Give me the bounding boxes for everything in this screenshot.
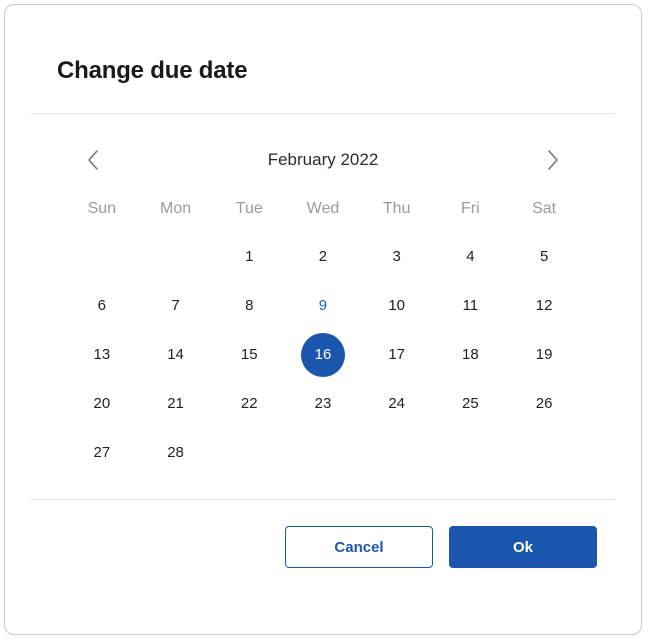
calendar-day-21[interactable]: 21 bbox=[167, 395, 184, 412]
calendar-week-row bbox=[65, 330, 581, 379]
calendar-cell bbox=[139, 232, 213, 281]
title-divider bbox=[31, 113, 615, 114]
calendar-week-row bbox=[65, 379, 581, 428]
calendar-cell bbox=[139, 281, 213, 330]
calendar-day-10[interactable]: 10 bbox=[388, 297, 405, 314]
calendar-cell bbox=[65, 281, 139, 330]
calendar-day-empty bbox=[227, 428, 271, 472]
cancel-button[interactable]: Cancel bbox=[285, 526, 433, 568]
calendar-cell bbox=[65, 379, 139, 428]
calendar-day-9[interactable]: 9 bbox=[318, 297, 328, 314]
calendar-week-row bbox=[65, 428, 581, 477]
calendar-cell bbox=[286, 232, 360, 281]
calendar-day-empty bbox=[80, 232, 124, 276]
calendar-day-empty bbox=[522, 428, 566, 472]
calendar-day-empty bbox=[375, 428, 419, 472]
calendar-day-18[interactable]: 18 bbox=[462, 346, 479, 363]
calendar-cell bbox=[507, 379, 581, 428]
calendar-day-6[interactable]: 6 bbox=[97, 297, 107, 314]
calendar-cell bbox=[212, 330, 286, 379]
calendar-day-empty bbox=[301, 428, 345, 472]
calendar-cell bbox=[360, 232, 434, 281]
calendar-cell bbox=[360, 428, 434, 477]
dialog-actions bbox=[5, 500, 641, 568]
calendar-cell bbox=[65, 232, 139, 281]
calendar-day-2[interactable]: 2 bbox=[318, 248, 328, 265]
chevron-right-icon bbox=[546, 149, 560, 171]
calendar-cell bbox=[139, 330, 213, 379]
calendar-day-16[interactable]: 16 bbox=[301, 333, 345, 377]
calendar-cell bbox=[65, 428, 139, 477]
calendar-cell bbox=[360, 330, 434, 379]
weekday-label-sat: Sat bbox=[532, 200, 557, 217]
calendar-day-12[interactable]: 12 bbox=[535, 297, 553, 314]
prev-month-button[interactable] bbox=[79, 146, 107, 174]
calendar-day-13[interactable]: 13 bbox=[93, 346, 111, 363]
calendar-day-22[interactable]: 22 bbox=[240, 395, 258, 412]
calendar-day-25[interactable]: 25 bbox=[462, 395, 479, 412]
calendar-day-24[interactable]: 24 bbox=[388, 395, 405, 412]
calendar-cell bbox=[507, 330, 581, 379]
calendar-cell bbox=[507, 232, 581, 281]
calendar-cell bbox=[434, 330, 508, 379]
calendar-cell bbox=[139, 379, 213, 428]
calendar-day-3[interactable]: 3 bbox=[392, 248, 401, 265]
calendar-day-27[interactable]: 27 bbox=[93, 444, 111, 461]
calendar-header bbox=[65, 132, 581, 188]
weekday-label-sun: Sun bbox=[87, 200, 117, 217]
calendar bbox=[5, 132, 641, 477]
calendar-cell bbox=[212, 379, 286, 428]
ok-button[interactable]: Ok bbox=[449, 526, 597, 568]
calendar-day-15[interactable]: 15 bbox=[240, 346, 258, 363]
weekday-label-tue: Tue bbox=[235, 200, 263, 217]
calendar-day-28[interactable]: 28 bbox=[167, 444, 184, 461]
calendar-day-17[interactable]: 17 bbox=[388, 346, 405, 363]
weekday-label-thu: Thu bbox=[382, 200, 411, 217]
chevron-left-icon bbox=[86, 149, 100, 171]
calendar-body bbox=[65, 232, 581, 477]
calendar-cell bbox=[286, 330, 360, 379]
calendar-day-19[interactable]: 19 bbox=[535, 346, 553, 363]
weekday-label-fri: Fri bbox=[461, 200, 480, 217]
calendar-cell bbox=[65, 330, 139, 379]
calendar-month-label: February 2022 bbox=[267, 150, 379, 169]
calendar-day-1[interactable]: 1 bbox=[245, 248, 254, 265]
calendar-cell bbox=[286, 428, 360, 477]
next-month-button[interactable] bbox=[539, 146, 567, 174]
calendar-day-26[interactable]: 26 bbox=[535, 395, 553, 412]
calendar-cell bbox=[434, 379, 508, 428]
calendar-cell bbox=[286, 281, 360, 330]
weekday-label-wed: Wed bbox=[306, 200, 340, 217]
calendar-day-14[interactable]: 14 bbox=[167, 346, 184, 363]
calendar-cell bbox=[212, 232, 286, 281]
weekday-label-mon: Mon bbox=[159, 200, 192, 217]
calendar-grid bbox=[65, 194, 581, 477]
calendar-cell bbox=[212, 428, 286, 477]
calendar-cell bbox=[360, 379, 434, 428]
calendar-day-empty bbox=[154, 232, 198, 276]
calendar-week-row bbox=[65, 281, 581, 330]
calendar-day-20[interactable]: 20 bbox=[93, 395, 111, 412]
calendar-day-4[interactable]: 4 bbox=[466, 248, 475, 265]
calendar-cell bbox=[507, 428, 581, 477]
calendar-day-7[interactable]: 7 bbox=[171, 297, 180, 314]
calendar-cell bbox=[434, 232, 508, 281]
calendar-day-23[interactable]: 23 bbox=[314, 395, 332, 412]
weekday-header-row bbox=[65, 194, 581, 232]
calendar-day-11[interactable]: 11 bbox=[462, 297, 479, 314]
change-due-date-dialog bbox=[4, 4, 642, 635]
calendar-cell bbox=[360, 281, 434, 330]
page-title: Change due date bbox=[57, 57, 248, 84]
calendar-day-8[interactable]: 8 bbox=[245, 297, 254, 314]
calendar-cell bbox=[212, 281, 286, 330]
calendar-day-empty bbox=[448, 428, 492, 472]
calendar-cell bbox=[507, 281, 581, 330]
calendar-cell bbox=[286, 379, 360, 428]
calendar-cell bbox=[434, 281, 508, 330]
calendar-cell bbox=[434, 428, 508, 477]
calendar-week-row bbox=[65, 232, 581, 281]
calendar-cell bbox=[139, 428, 213, 477]
calendar-day-5[interactable]: 5 bbox=[539, 248, 549, 265]
